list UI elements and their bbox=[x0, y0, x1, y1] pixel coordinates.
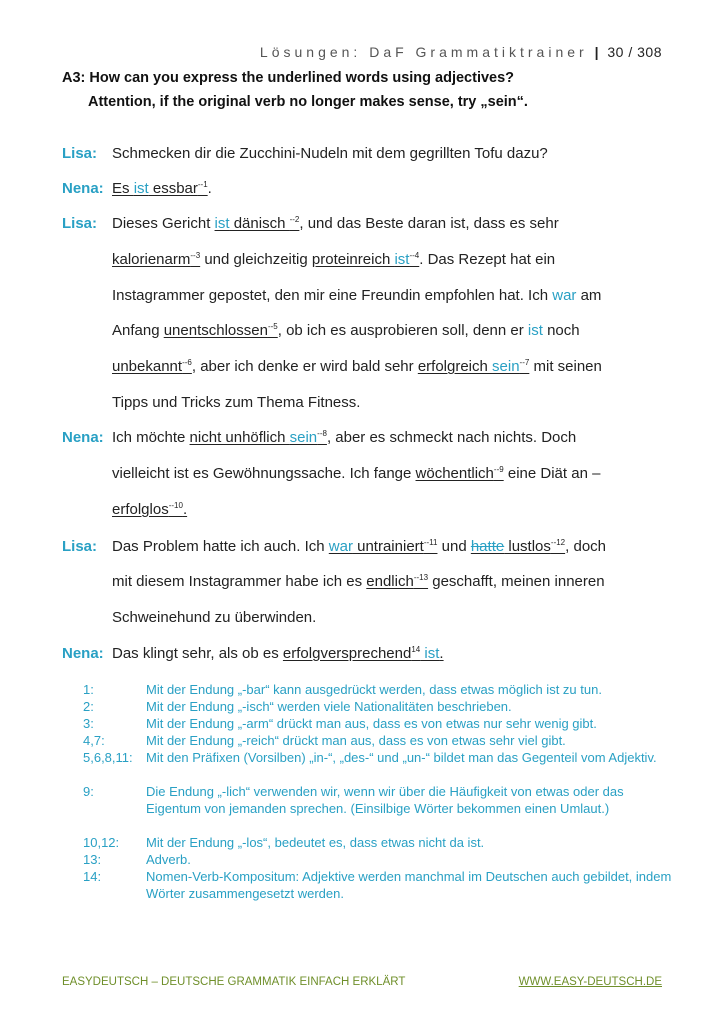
dialogue-line: Instagrammer gepostet, den mir eine Freundin empfohlen hat. Ich war am bbox=[112, 287, 602, 304]
underlined-phrase: endlich$^{--13}$ bbox=[366, 573, 429, 590]
speaker-nena: Nena: bbox=[62, 645, 104, 662]
note-text: Mit den Präfixen (Vorsilben) „in-“, „des-“ und „un-“ bildet man das Gegenteil vom Adjektiv. bbox=[146, 750, 657, 765]
dialogue-line: unbekannt$^{--6}$, aber ich denke er wird bald sehr erfolgreich sein$^{--7}$ mit seinen bbox=[112, 358, 602, 375]
footer-brand: EASYDEUTSCH – DEUTSCHE GRAMMATIK EINFACH ERKLÄRT bbox=[62, 976, 406, 988]
note-text: Adverb. bbox=[146, 852, 191, 867]
footnote-ref: --7 bbox=[519, 358, 530, 367]
speaker-lisa: Lisa: bbox=[62, 538, 98, 555]
footnote-ref: --11 bbox=[423, 538, 438, 547]
footnote-ref: --4 bbox=[409, 251, 420, 260]
underlined-phrase: nicht unhöflich sein$^{--8}$ bbox=[189, 429, 327, 446]
dialogue-line: mit diesem Instagrammer habe ich es endlich$^{--13}$ geschafft, meinen inneren bbox=[112, 573, 605, 590]
dialogue-line: Das klingt sehr, als ob es erfolgversprechend$^{14}$ ist. bbox=[112, 645, 444, 662]
note-text: Mit der Endung „-bar“ kann ausgedrückt werden, dass etwas möglich ist zu tun. bbox=[146, 682, 602, 697]
note-number: 13: bbox=[83, 852, 102, 867]
dialogue-line: Tipps und Tricks zum Thema Fitness. bbox=[112, 394, 361, 411]
dialogue-line: Anfang unentschlossen$^{--5}$, ob ich es ausprobieren soll, denn er ist noch bbox=[112, 322, 580, 339]
note-number: 5,6,8,11: bbox=[83, 750, 133, 765]
note-number: 3: bbox=[83, 716, 94, 731]
dialogue-line: vielleicht ist es Gewöhnungssache. Ich fange wöchentlich$^{--9}$ eine Diät an – bbox=[112, 465, 601, 482]
task-line-2: Attention, if the original verb no longer makes sense, try „sein“. bbox=[88, 94, 528, 110]
speaker-nena: Nena: bbox=[62, 429, 104, 446]
footnote-ref: --3 bbox=[190, 251, 201, 260]
underlined-phrase: war untrainiert$^{--11}$ bbox=[328, 538, 438, 555]
underlined-phrase: ist dänisch $^{--2}$ bbox=[214, 215, 300, 232]
note-text: Mit der Endung „-reich“ drückt man aus, dass es von etwas sehr viel gibt. bbox=[146, 733, 566, 748]
page-number: 30 / 308 bbox=[607, 44, 662, 60]
dialogue-line: Schweinehund zu überwinden. bbox=[112, 609, 317, 626]
note-text: Mit der Endung „-arm“ drückt man aus, dass es von etwas nur sehr wenig gibt. bbox=[146, 716, 597, 731]
note-text: Mit der Endung „-los“, bedeutet es, dass etwas nicht da ist. bbox=[146, 835, 485, 850]
footnote-ref: --10 bbox=[168, 501, 183, 510]
note-text: Die Endung „-lich“ verwenden wir, wenn wir über die Häufigkeit von etwas oder das Eigentum von jemanden sprechen. (Einsilbige Wörter bekommen einen Umlaut.) bbox=[146, 784, 624, 816]
underlined-phrase: unentschlossen$^{--5}$ bbox=[163, 322, 278, 339]
footnote-ref: --1 bbox=[197, 180, 208, 189]
underlined-phrase: erfolgreich sein$^{--7}$ bbox=[417, 358, 530, 375]
note-number: 9: bbox=[83, 784, 94, 799]
footnote-ref: --9 bbox=[493, 465, 504, 474]
note-number: 4,7: bbox=[83, 733, 105, 748]
underlined-phrase: kalorienarm$^{--3}$ bbox=[112, 251, 201, 268]
note-number: 2: bbox=[83, 699, 94, 714]
header-separator: | bbox=[594, 44, 599, 60]
speaker-lisa: Lisa: bbox=[62, 215, 98, 232]
dialogue-line: Dieses Gericht ist dänisch $^{--2}$, und das Beste daran ist, dass es sehr bbox=[112, 215, 559, 232]
dialogue-line: Es ist essbar$^{--1}$. bbox=[112, 180, 212, 197]
footer-website-link[interactable]: WWW.EASY-DEUTSCH.DE bbox=[518, 976, 662, 988]
speaker-lisa: Lisa: bbox=[62, 145, 98, 162]
header-title: Lösungen: DaF Grammatiktrainer bbox=[259, 44, 588, 60]
footnote-ref: 14 bbox=[411, 645, 421, 654]
footnote-ref: --2 bbox=[289, 215, 300, 224]
underlined-phrase: unbekannt$^{--6}$ bbox=[112, 358, 192, 375]
underlined-phrase: wöchentlich$^{--9}$ bbox=[415, 465, 504, 482]
struck-word: hatte bbox=[470, 538, 505, 555]
footnote-ref: --13 bbox=[413, 573, 429, 582]
page-header bbox=[0, 44, 662, 60]
underlined-phrase: hatte lustlos$^{--12}$ bbox=[470, 538, 566, 555]
dialogue-line bbox=[112, 501, 187, 518]
underlined-phrase: proteinreich ist$^{--4}$ bbox=[311, 251, 420, 268]
footnote-ref: --6 bbox=[182, 358, 192, 367]
speaker-nena: Nena: bbox=[62, 180, 104, 197]
task-instructions bbox=[62, 70, 528, 110]
underlined-phrase: erfolgversprechend$^{14}$ ist. bbox=[282, 645, 444, 662]
note-number: 10,12: bbox=[83, 835, 120, 850]
underlined-phrase: erfolglos$^{--10}$. bbox=[112, 501, 188, 518]
note-text: Nomen-Verb-Kompositum: Adjektive werden manchmal im Deutschen auch gebildet, indem Wörter zusammengesetzt werden. bbox=[146, 869, 672, 901]
dialogue-line: kalorienarm$^{--3}$ und gleichzeitig proteinreich ist$^{--4}$. Das Rezept hat ein bbox=[112, 251, 556, 268]
footnote-ref: --8 bbox=[317, 429, 327, 438]
footnote-ref: --5 bbox=[267, 322, 278, 331]
task-line-1: A3: How can you express the underlined words using adjectives? bbox=[62, 70, 515, 86]
dialogue-line: Ich möchte nicht unhöflich sein$^{--8}$, aber es schmeckt nach nichts. Doch bbox=[112, 429, 577, 446]
dialogue-line: Das Problem hatte ich auch. Ich war untrainiert$^{--11}$ und hatte lustlos$^{--12}$, doch bbox=[112, 538, 607, 555]
footnote-ref: --12 bbox=[550, 538, 566, 547]
dialogue-line: Schmecken dir die Zucchini-Nudeln mit dem gegrillten Tofu dazu? bbox=[112, 145, 548, 162]
underlined-phrase: Es ist essbar$^{--1}$ bbox=[112, 180, 208, 197]
note-number: 14: bbox=[83, 869, 102, 884]
note-text: Mit der Endung „-isch“ werden viele Nationalitäten beschrieben. bbox=[146, 699, 512, 714]
note-number: 1: bbox=[83, 682, 94, 697]
